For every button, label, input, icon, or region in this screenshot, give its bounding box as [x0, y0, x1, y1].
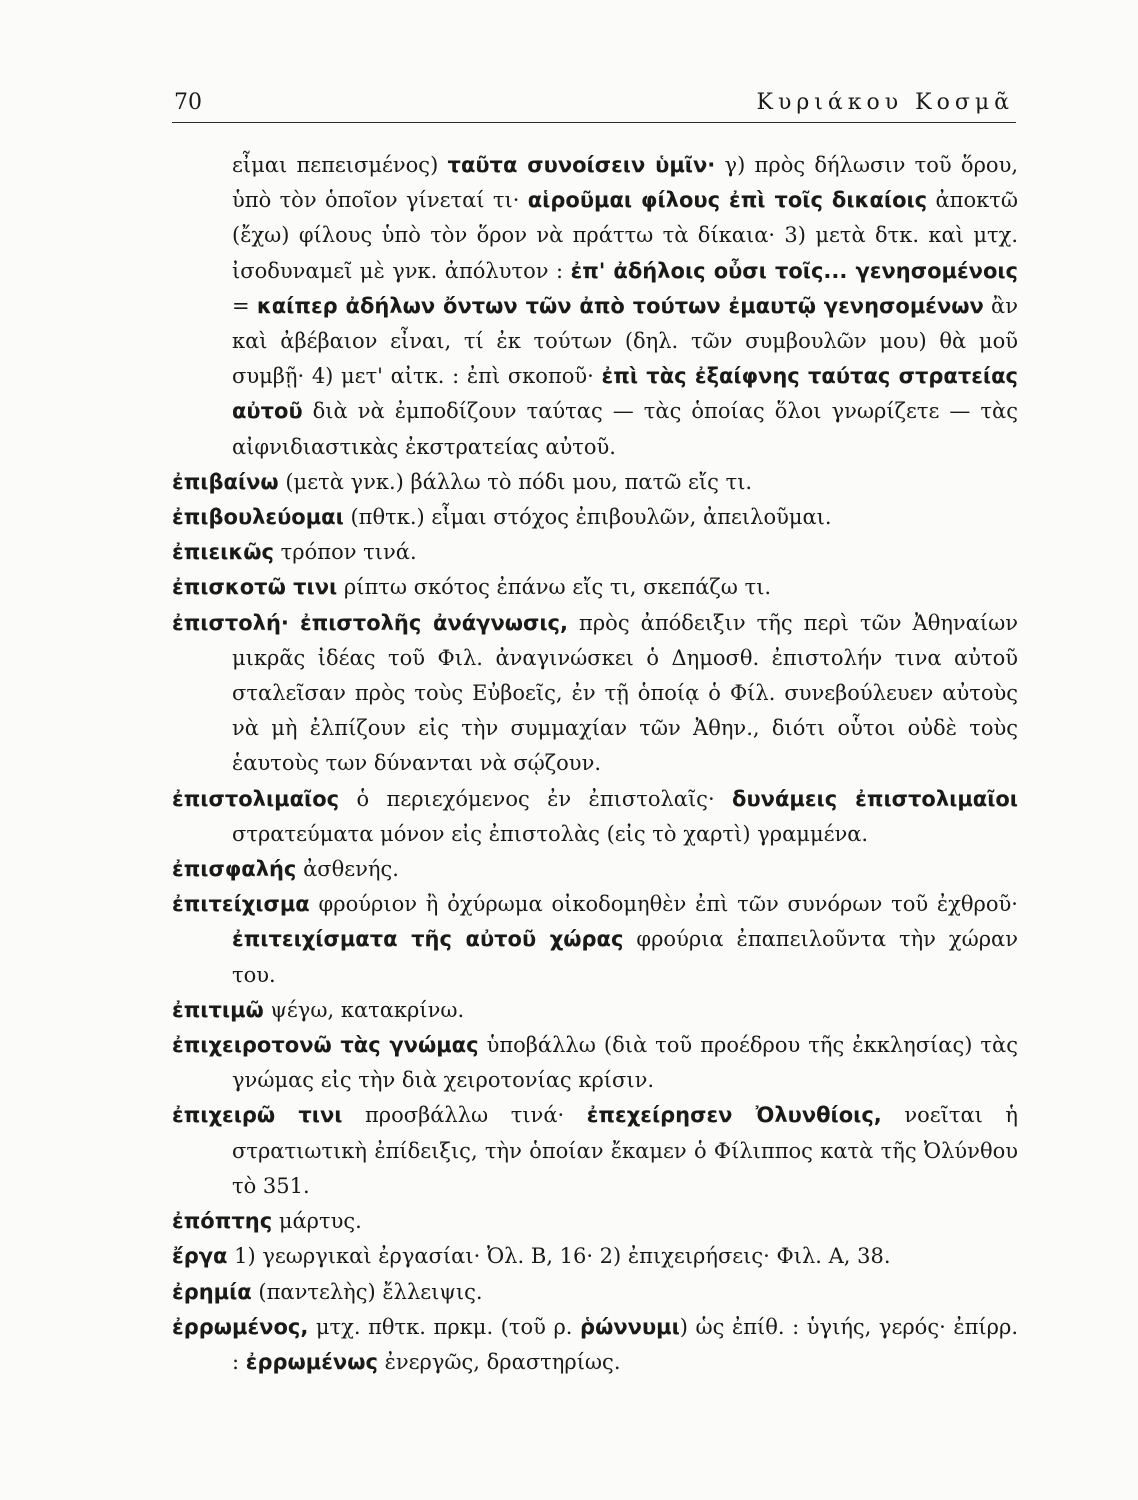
- entry-epitimo: ἐπιτιμῶ ψέγω, κατακρίνω.: [172, 997, 465, 1022]
- entry-epieikos: ἐπιεικῶς τρόπον τινά.: [172, 540, 417, 565]
- headword: ἐπιεικῶς: [172, 540, 274, 565]
- headword: ἐπιβουλεύομαι: [172, 505, 344, 530]
- running-title: Κυριάκου Κοσμᾶ: [756, 90, 1014, 115]
- entry-episkoto: ἐπισκοτῶ τινι ρίπτω σκότος ἐπάνω εἴς τι, σκεπάζω τι.: [172, 575, 772, 600]
- headword: ἐρρωμένος,: [172, 1314, 309, 1339]
- headword: ἐπισφαλής: [172, 857, 297, 882]
- headword: ἐπόπτης: [172, 1209, 273, 1234]
- entry-epibaino: ἐπιβαίνω (μετὰ γνκ.) βάλλω τὸ πόδι μου, πατῶ εἴς τι.: [172, 469, 753, 494]
- entry-epistolimaios: ἐπιστολιμαῖος ὁ περιεχόμενος ἐν ἐπιστολαῖς· δυνάμεις ἐπιστολιμαῖοι στρατεύματα μόνον εἰς ἐπιστολὰς (εἰς τὸ χαρτὶ) γραμμένα.: [172, 786, 1018, 846]
- entry-epicheirotono: ἐπιχειροτονῶ τὰς γνώμας ὑποβάλλω (διὰ τοῦ προέδρου τῆς ἐκκλησίας) τὰς γνώμας εἰς τὴν διὰ χειροτονίας κρίσιν.: [172, 1033, 1018, 1093]
- entry-epoptes: ἐπόπτης μάρτυς.: [172, 1209, 362, 1234]
- headword: ἐπιστολιμαῖος: [172, 786, 340, 811]
- headword: ἐρημία: [172, 1279, 252, 1304]
- entry-continuation: εἶμαι πεπεισμένος) ταῦτα συνοίσειν ὑμῖν· γ) πρὸς δήλωσιν τοῦ ὅρου, ὑπὸ τὸν ὁποῖον γίνεταί τι· αἱροῦμαι φίλους ἐπὶ τοῖς δικαίοις ἀποκτῶ (ἔχω) φίλους ὑπὸ τὸν ὅρον νὰ πράττω τὰ δίκαια· 3) μετὰ δτκ. καὶ μτχ. ἰσοδυναμεῖ μὲ γνκ. ἀπόλυτον : ἐπ' ἀδήλοις οὖσι τοῖς... γενησομένοις = καίπερ ἀδήλων ὄντων τῶν ἀπὸ τούτων ἐμαυτῷ γενησομένων ἂν καὶ ἀβέβαιον εἶναι, τί ἐκ τούτων (δηλ. τῶν συμβουλῶν μου) θὰ μοῦ συμβῇ· 4) μετ' αἰτκ. : ἐπὶ σκοποῦ· ἐπὶ τὰς ἐξαίφνης ταύτας στρατείας αὐτοῦ διὰ νὰ ἐμποδίζουν ταύτας — τὰς ὁποίας ὅλοι γνωρίζετε — τὰς αἰφνιδιαστικὰς ἐκστρατείας αὐτοῦ.: [232, 153, 1019, 459]
- entry-epicheiro: ἐπιχειρῶ τινι προσβάλλω τινά· ἐπεχείρησεν Ὀλυνθίοις, νοεῖται ἡ στρατιωτικὴ ἐπίδειξις, τὴν ὁποίαν ἔκαμεν ὁ Φίλιππος κατὰ τῆς Ὀλύνθου τὸ 351.: [172, 1103, 1018, 1198]
- page-number: 70: [174, 90, 202, 115]
- headword: ἐπισκοτῶ τινι: [172, 575, 338, 600]
- glossary-body: [172, 148, 1018, 1380]
- headword: ἐπιστολή·: [172, 610, 289, 635]
- page-header: [172, 86, 1016, 123]
- headword: ἐπιχειροτονῶ τὰς γνώμας: [172, 1033, 479, 1058]
- headword: ἐπιβαίνω: [172, 469, 279, 494]
- headword: ἐπιχειρῶ τινι: [172, 1103, 343, 1128]
- entry-erga: ἔργα 1) γεωργικαὶ ἐργασίαι· Ὀλ. Β, 16· 2) ἐπιχειρήσεις· Φιλ. Α, 38.: [172, 1244, 891, 1269]
- entry-epibouleuomai: ἐπιβουλεύομαι (πθτκ.) εἶμαι στόχος ἐπιβουλῶν, ἀπειλοῦμαι.: [172, 505, 832, 530]
- entry-epistole: ἐπιστολή· ἐπιστολῆς ἀνάγνωσις, πρὸς ἀπόδειξιν τῆς περὶ τῶν Ἀθηναίων μικρᾶς ἰδέας τοῦ Φιλ. ἀναγινώσκει ὁ Δημοσθ. ἐπιστολήν τινα αὐτοῦ σταλεῖσαν πρὸς τοὺς Εὐβοεῖς, ἐν τῇ ὁποίᾳ ὁ Φίλ. συνεβούλευεν αὐτοὺς νὰ μὴ ἐλπίζουν εἰς τὴν συμμαχίαν τῶν Ἀθην., διότι οὗτοι οὐδὲ τοὺς ἑαυτοὺς των δύνανται νὰ σῴζουν.: [172, 610, 1018, 776]
- headword: ἐπιτείχισμα: [172, 892, 310, 917]
- headword: ἐπιτιμῶ: [172, 997, 264, 1022]
- entry-epiteichisma: ἐπιτείχισμα φρούριον ἢ ὀχύρωμα οἰκοδομηθὲν ἐπὶ τῶν συνόρων τοῦ ἐχθροῦ· ἐπιτειχίσματα τῆς αὐτοῦ χώρας φρούρια ἐπαπειλοῦντα τὴν χώραν του.: [172, 892, 1019, 987]
- headword: ἔργα: [172, 1244, 228, 1269]
- entry-episfales: ἐπισφαλής ἀσθενής.: [172, 857, 399, 882]
- entry-erromenos: ἐρρωμένος, μτχ. πθτκ. πρκμ. (τοῦ ρ. ῥώννυμι) ὡς ἐπίθ. : ὑγιής, γερός· ἐπίρρ. : ἐρρωμένως ἐνεργῶς, δραστηρίως.: [172, 1314, 1018, 1374]
- entry-eremia: ἐρημία (παντελὴς) ἔλλειψις.: [172, 1279, 483, 1304]
